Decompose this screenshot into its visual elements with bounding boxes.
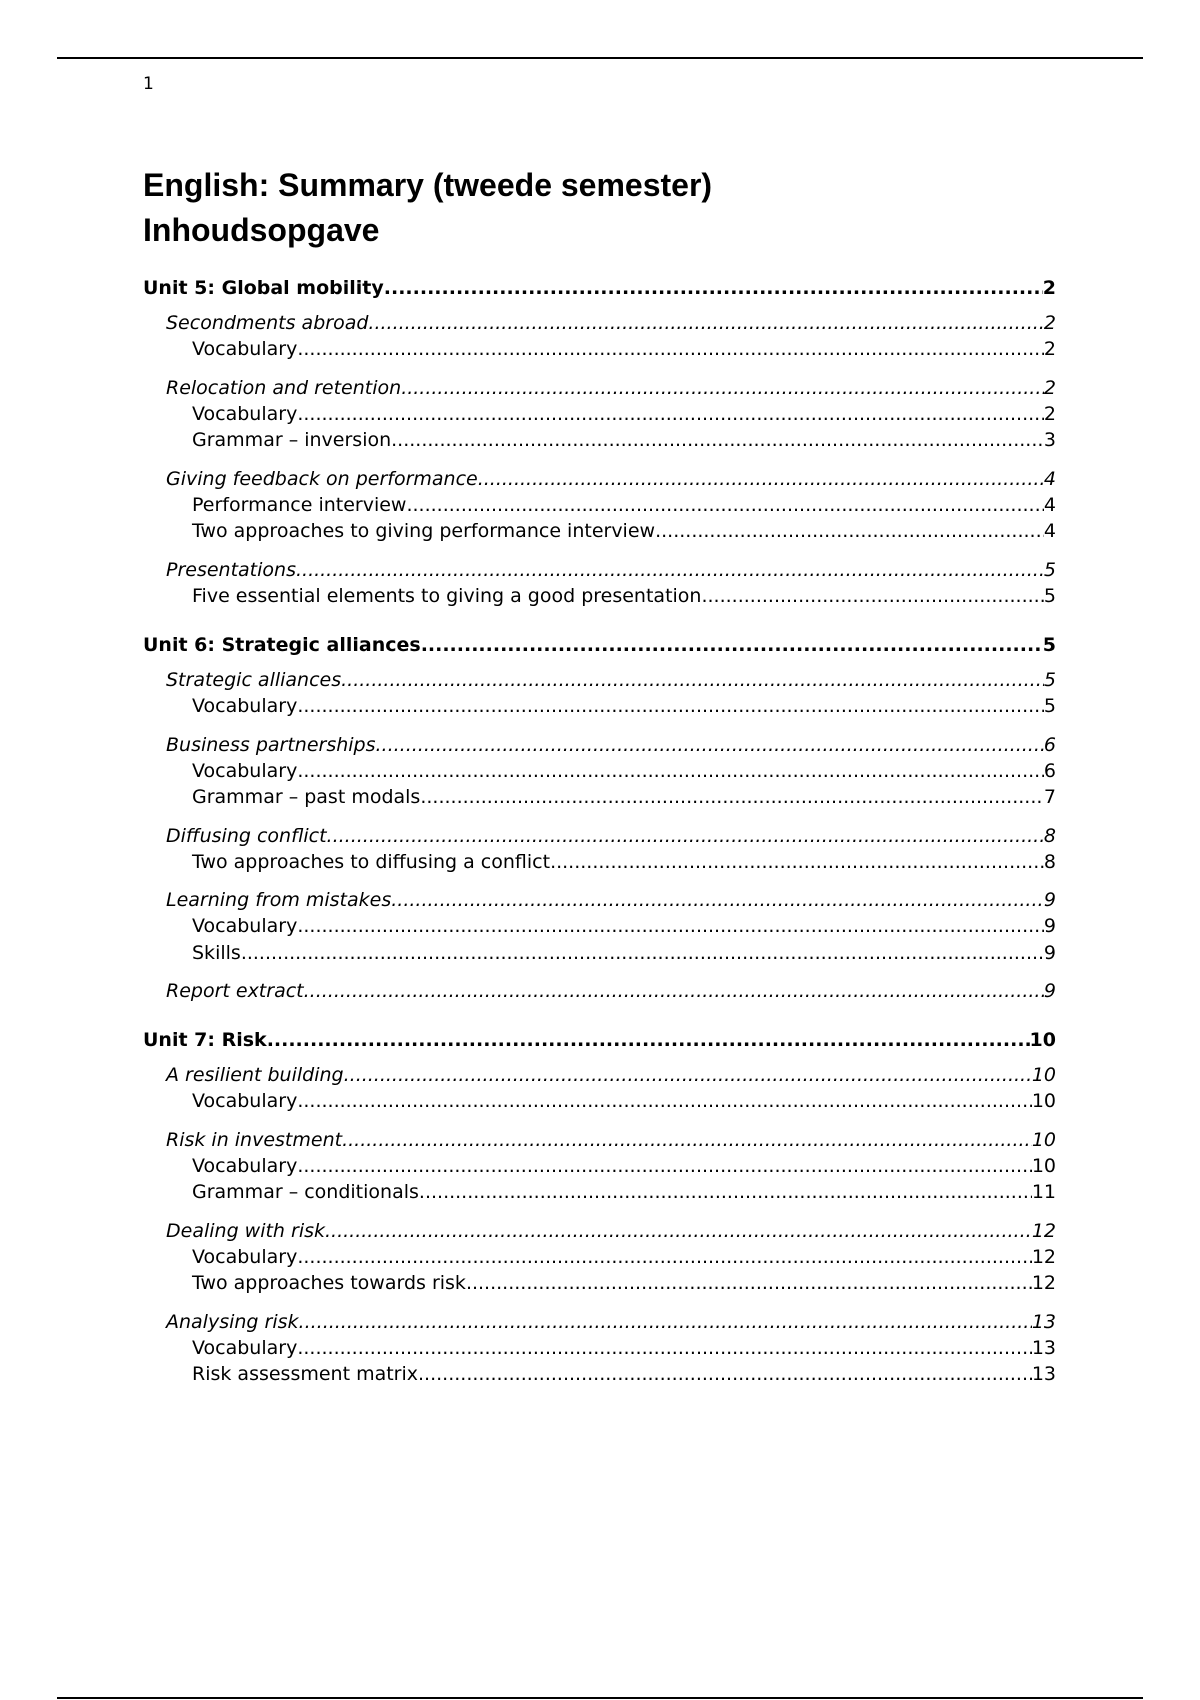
- dot-leader: [550, 849, 1044, 876]
- toc-page-number: 6: [1043, 759, 1056, 782]
- dot-leader: [421, 632, 1043, 658]
- toc-subsection[interactable]: [143, 1088, 1056, 1115]
- toc-page-number: 13: [1031, 1336, 1056, 1359]
- toc-entry-label: Two approaches to diffusing a conflict: [192, 850, 551, 873]
- toc-section[interactable]: [143, 375, 1056, 401]
- toc-page-number: 2: [1043, 312, 1056, 334]
- toc-entry-label: A resilient building: [166, 1064, 344, 1086]
- toc-entry-label: Two approaches to giving performance interview: [192, 520, 656, 542]
- dot-leader: [391, 887, 1044, 913]
- toc-entry-label: Unit 6: Strategic alliances: [143, 634, 421, 656]
- toc-page-number: 6: [1043, 733, 1056, 756]
- toc-unit-6[interactable]: [143, 632, 1056, 658]
- dot-leader: [297, 336, 1044, 363]
- dot-leader: [406, 492, 1043, 519]
- dot-leader: [655, 518, 1044, 545]
- toc-entry-label: Vocabulary: [192, 1336, 298, 1359]
- toc-page-number: 2: [1043, 402, 1056, 425]
- toc-entry-label: Vocabulary: [192, 759, 298, 782]
- toc-page-number: 10: [1031, 1064, 1056, 1086]
- dot-leader: [344, 1062, 1032, 1088]
- toc-subsection[interactable]: [143, 1270, 1056, 1297]
- header-rule: [57, 57, 1143, 59]
- toc-page-number: 10: [1031, 1128, 1056, 1151]
- toc-section[interactable]: [143, 732, 1056, 758]
- page-number: 1: [143, 74, 154, 94]
- toc-entry-label: Report extract: [166, 980, 304, 1002]
- dot-leader: [241, 940, 1044, 967]
- toc-subsection[interactable]: [143, 758, 1056, 785]
- toc-page-number: 2: [1043, 338, 1056, 360]
- toc-subsection[interactable]: [143, 1179, 1056, 1206]
- toc-page-number: 7: [1043, 786, 1056, 808]
- toc-page-number: 5: [1043, 669, 1056, 691]
- dot-leader: [376, 732, 1044, 758]
- dot-leader: [297, 401, 1044, 428]
- toc-page-number: 12: [1031, 1245, 1056, 1268]
- toc-unit-5[interactable]: [143, 275, 1056, 301]
- toc-page-number: 9: [1043, 889, 1056, 911]
- toc-page-number: 12: [1031, 1219, 1056, 1242]
- dot-leader: [391, 427, 1044, 454]
- dot-leader: [297, 1153, 1031, 1180]
- dot-leader: [304, 978, 1044, 1004]
- dot-leader: [466, 1270, 1032, 1297]
- toc-page-number: 12: [1031, 1272, 1056, 1294]
- toc-subsection[interactable]: [143, 693, 1056, 720]
- table-of-contents: [143, 275, 1056, 1388]
- toc-page-number: 5: [1043, 558, 1056, 581]
- dot-leader: [297, 693, 1044, 720]
- toc-page-number: 10: [1031, 1090, 1056, 1112]
- dot-leader: [401, 375, 1044, 401]
- toc-page-number: 9: [1043, 941, 1056, 964]
- toc-subsection[interactable]: [143, 1244, 1056, 1271]
- toc-page-number: 13: [1031, 1310, 1056, 1333]
- toc-entry-label: Dealing with risk: [166, 1219, 326, 1242]
- toc-entry-label: Grammar – inversion: [192, 429, 392, 451]
- toc-subsection[interactable]: [143, 849, 1056, 876]
- dot-leader: [368, 310, 1044, 336]
- toc-subsection[interactable]: [143, 518, 1056, 545]
- toc-entry-label: Strategic alliances: [166, 669, 342, 691]
- toc-entry-label: Business partnerships: [166, 733, 376, 756]
- toc-entry-label: Vocabulary: [192, 1154, 298, 1177]
- toc-page-number: 13: [1031, 1363, 1056, 1385]
- dot-leader: [299, 1309, 1032, 1335]
- toc-subsection[interactable]: [143, 784, 1056, 811]
- toc-entry-label: Vocabulary: [192, 915, 298, 937]
- document-title: English: Summary (tweede semester): [143, 167, 713, 203]
- dot-leader: [297, 1244, 1031, 1271]
- toc-page-number: 10: [1029, 1029, 1056, 1051]
- toc-subsection[interactable]: [143, 1361, 1056, 1388]
- toc-page-number: 4: [1043, 467, 1056, 490]
- toc-section[interactable]: [143, 310, 1056, 336]
- toc-section[interactable]: [143, 557, 1056, 583]
- dot-leader: [296, 557, 1044, 583]
- toc-page-number: 4: [1043, 493, 1056, 516]
- toc-page-number: 8: [1043, 850, 1056, 873]
- toc-section[interactable]: [143, 1309, 1056, 1335]
- toc-subsection[interactable]: [143, 1153, 1056, 1180]
- toc-entry-label: Two approaches towards risk: [192, 1272, 466, 1294]
- toc-subsection[interactable]: [143, 1335, 1056, 1362]
- toc-entry-label: Vocabulary: [192, 338, 298, 360]
- dot-leader: [478, 466, 1044, 492]
- dot-leader: [418, 1361, 1032, 1388]
- toc-entry-label: Unit 7: Risk: [143, 1029, 267, 1051]
- toc-subsection[interactable]: [143, 940, 1056, 967]
- toc-entry-label: Secondments abroad: [166, 312, 369, 334]
- toc-entry-label: Five essential elements to giving a good presentation: [192, 584, 702, 607]
- dot-leader: [325, 1218, 1032, 1244]
- toc-entry-label: Presentations: [166, 558, 296, 581]
- toc-entry-label: Vocabulary: [192, 1090, 298, 1112]
- toc-page-number: 10: [1031, 1154, 1056, 1177]
- toc-page-number: 5: [1043, 695, 1056, 717]
- toc-page-number: 2: [1043, 376, 1056, 399]
- toc-section[interactable]: [143, 887, 1056, 913]
- toc-entry-label: Unit 5: Global mobility: [143, 277, 384, 299]
- dot-leader: [384, 275, 1043, 301]
- toc-page-number: 9: [1043, 915, 1056, 937]
- toc-page-number: 11: [1031, 1181, 1056, 1203]
- toc-entry-label: Vocabulary: [192, 402, 298, 425]
- toc-subsection[interactable]: [143, 913, 1056, 940]
- toc-page-number: 2: [1042, 277, 1056, 299]
- dot-leader: [297, 758, 1044, 785]
- toc-page-number: 3: [1043, 429, 1056, 451]
- footer-rule: [57, 1697, 1143, 1699]
- dot-leader: [342, 1127, 1032, 1153]
- toc-entry-label: Risk in investment: [166, 1128, 343, 1151]
- toc-entry-label: Relocation and retention: [166, 376, 402, 399]
- toc-page-number: 4: [1043, 520, 1056, 542]
- toc-entry-label: Vocabulary: [192, 695, 298, 717]
- toc-section[interactable]: [143, 978, 1056, 1004]
- toc-entry-label: Risk assessment matrix: [192, 1363, 419, 1385]
- toc-entry-label: Diffusing conflict: [166, 824, 327, 847]
- toc-entry-label: Skills: [192, 941, 241, 964]
- toc-section[interactable]: [143, 823, 1056, 849]
- dot-leader: [341, 667, 1044, 693]
- dot-leader: [297, 913, 1044, 940]
- toc-subsection[interactable]: [143, 492, 1056, 519]
- toc-subsection[interactable]: [143, 427, 1056, 454]
- toc-entry-label: Learning from mistakes: [166, 889, 392, 911]
- toc-section[interactable]: [143, 1127, 1056, 1153]
- toc-section[interactable]: [143, 667, 1056, 693]
- toc-page-number: 8: [1043, 824, 1056, 847]
- dot-leader: [297, 1335, 1031, 1362]
- toc-entry-label: Analysing risk: [166, 1310, 299, 1333]
- toc-page-number: 5: [1043, 584, 1056, 607]
- toc-entry-label: Giving feedback on performance: [166, 467, 478, 490]
- toc-entry-label: Vocabulary: [192, 1245, 298, 1268]
- toc-entry-label: Grammar – conditionals: [192, 1181, 419, 1203]
- toc-page-number: 5: [1042, 634, 1056, 656]
- toc-page-number: 9: [1043, 980, 1056, 1002]
- toc-entry-label: Performance interview: [192, 493, 407, 516]
- toc-subsection[interactable]: [143, 336, 1056, 363]
- toc-section[interactable]: [143, 466, 1056, 492]
- dot-leader: [701, 583, 1043, 610]
- toc-heading: Inhoudsopgave: [143, 212, 380, 248]
- dot-leader: [297, 1088, 1031, 1115]
- toc-section[interactable]: [143, 1218, 1056, 1244]
- toc-entry-label: Grammar – past modals: [192, 786, 421, 808]
- dot-leader: [420, 784, 1044, 811]
- toc-subsection[interactable]: [143, 583, 1056, 610]
- toc-section[interactable]: [143, 1062, 1056, 1088]
- dot-leader: [327, 823, 1044, 849]
- toc-unit-7[interactable]: [143, 1027, 1056, 1053]
- dot-leader: [419, 1179, 1032, 1206]
- dot-leader: [267, 1027, 1030, 1053]
- toc-subsection[interactable]: [143, 401, 1056, 428]
